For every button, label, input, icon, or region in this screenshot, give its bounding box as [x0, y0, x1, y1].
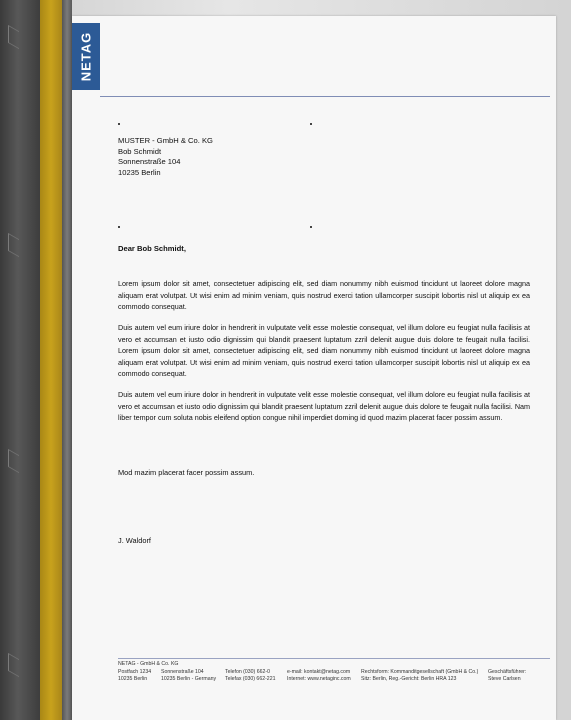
footer-text: Internet: www.netaginc.com — [287, 675, 351, 682]
paragraph: Lorem ipsum dolor sit amet, consectetuer adipiscing elit, sed diam nonummy nibh euismod tincidunt ut laoreet dolore magna aliquam erat volutpat. Ut wisi enim ad minim veniam, quis nostrud exerci tation ullamcorper suscipit lobortis nisl ut aliquip ex ea commodo consequat. — [118, 279, 530, 312]
company-logo — [72, 23, 100, 90]
footer-phone — [225, 669, 275, 683]
paragraph: Duis autem vel eum iriure dolor in hendrerit in vulputate velit esse molestie consequat, vel illum dolore eu feugiat nulla facilisis at vero et accumsan et iusto odio dignissim qui blandit praesent luptatum zzril delenit augue duis dolore te feugait nulla facilisi. Lorem ipsum dolor sit amet, consectetuer adipiscing elit, sed diam nonummy nibh euismod tincidunt ut laoreet dolore magna aliquam erat volutpat. Ut wisi enim ad minim veniam, quis nostrud exerci tation ullamcorper suscipit lobortis nisl ut aliquip ex ea commodo consequat. — [118, 323, 530, 379]
footer-text: Sonnenstraße 104 — [161, 669, 204, 675]
binder-rail — [62, 0, 72, 720]
address-marker — [118, 123, 120, 125]
signature: J. Waldorf — [118, 536, 151, 545]
footer-text: 10235 Berlin — [118, 675, 148, 682]
address-marker — [310, 226, 312, 228]
folder-spine — [0, 0, 40, 720]
closing-line: Mod mazim placerat facer possim assum. — [118, 468, 255, 477]
address-marker — [118, 226, 120, 228]
footer-text: Steve Carlsen — [488, 675, 521, 682]
header-rule — [100, 96, 550, 97]
paragraph: Duis autem vel eum iriure dolor in hendrerit in vulputate velit esse molestie consequat, vel illum dolore eu feugiat nulla facilisis at vero et accumsan et iusto odio dignissim qui blandit praesent luptatum zzril delenit augue duis dolore te feugait nulla facilisi. Nam liber tempor cum soluta nobis eleifend option congue nihil imperdiet doming id quod mazim placerat facer possim assum. — [118, 390, 530, 423]
footer-text: e-mail: kontakt@netag.com — [287, 669, 351, 675]
footer-web — [287, 669, 351, 683]
footer-text: Geschäftsführer: — [488, 669, 527, 675]
spine-notch — [8, 653, 19, 677]
recipient-street: Sonnenstraße 104 — [118, 157, 181, 167]
footer-street — [161, 669, 216, 683]
spine-notch — [8, 25, 19, 49]
footer-text: Sitz: Berlin, Reg.-Gericht: Berlin HRA 123 — [361, 675, 457, 682]
binder-clip-strip — [40, 0, 62, 720]
footer-rule — [118, 658, 550, 659]
recipient-city: 10235 Berlin — [118, 167, 161, 177]
recipient-company: MUSTER - GmbH & Co. KG — [118, 136, 213, 145]
footer-postal — [118, 669, 151, 683]
footer-management — [488, 669, 526, 683]
recipient-name: Bob Schmidt — [118, 146, 162, 156]
spine-notch — [8, 449, 19, 473]
footer-text: 10235 Berlin - Germany — [161, 675, 217, 682]
footer-text: Telefax (030) 662-221 — [225, 675, 276, 682]
letter-page — [72, 16, 556, 720]
footer-text: Telefon (030) 662-0 — [225, 669, 270, 675]
footer-legal — [361, 669, 478, 683]
spine-notch — [8, 233, 19, 257]
footer-text: Postfach 1234 — [118, 669, 152, 675]
footer-text: Rechtsform: Kommanditgesellschaft (GmbH & Co.) — [361, 669, 479, 675]
recipient-address — [118, 136, 213, 178]
salutation: Dear Bob Schmidt, — [118, 244, 186, 253]
address-marker — [310, 123, 312, 125]
footer-company: NETAG - GmbH & Co. KG — [118, 661, 179, 667]
logo-text: NETAG — [78, 31, 94, 82]
